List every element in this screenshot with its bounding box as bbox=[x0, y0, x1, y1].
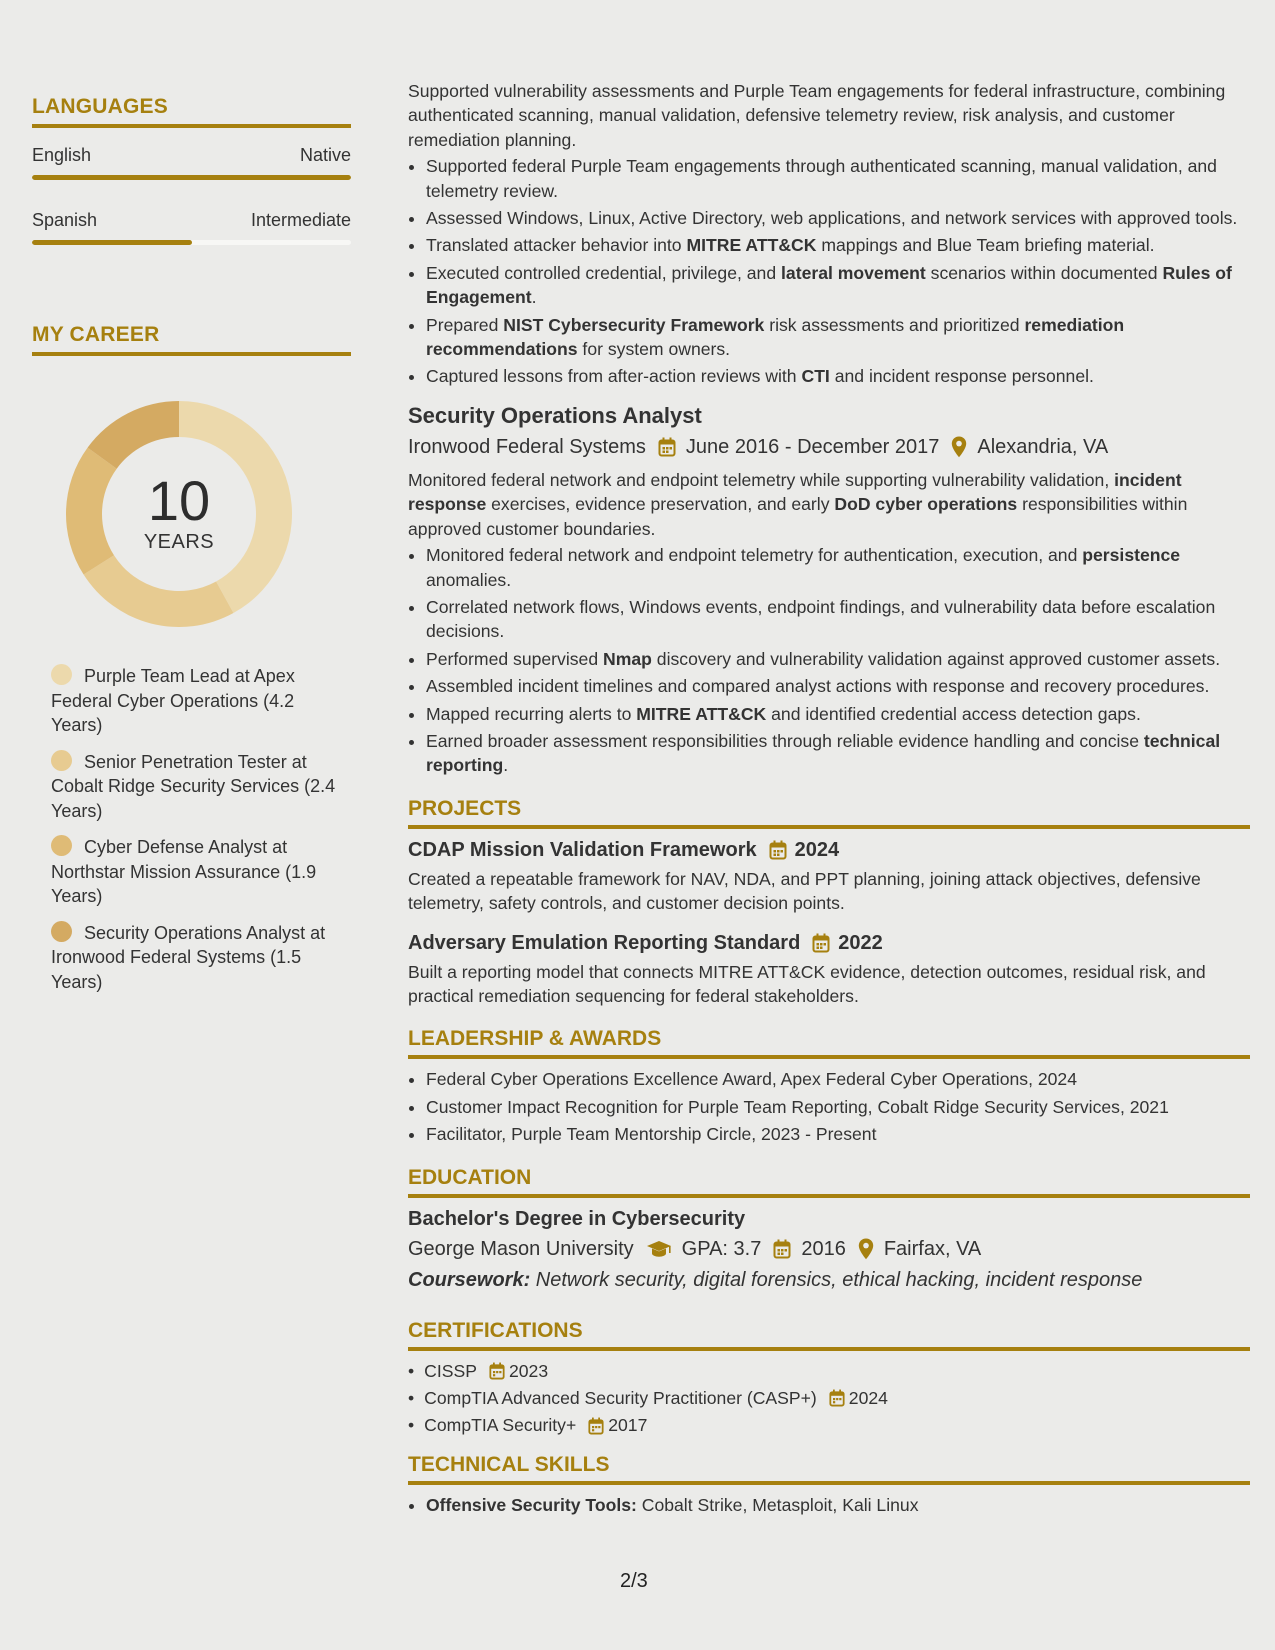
job-location: Alexandria, VA bbox=[977, 435, 1109, 458]
legend-dot-icon bbox=[51, 664, 72, 685]
page-number: 2/3 bbox=[620, 1570, 648, 1592]
coursework-label: Coursework: bbox=[408, 1268, 531, 1291]
graduation-cap-icon bbox=[646, 1240, 672, 1258]
bullet-item: • Prepared NIST Cybersecurity Framework risk assessments and prioritized remediation recommendations for system owners. bbox=[426, 313, 1250, 362]
award-item: • Facilitator, Purple Team Mentorship Circle, 2023 - Present bbox=[426, 1122, 1250, 1146]
calendar-icon bbox=[773, 1239, 791, 1259]
career-legend-item: Senior Penetration Tester at Cobalt Ridge Security Services (2.4 Years) bbox=[51, 751, 336, 821]
legend-dot-icon bbox=[51, 835, 72, 856]
bullet-item: • Executed controlled credential, privilege, and lateral movement scenarios within documented Rules of Engagement. bbox=[426, 261, 1250, 310]
degree-title: Bachelor's Degree in Cybersecurity bbox=[408, 1207, 746, 1230]
calendar-icon bbox=[812, 933, 830, 953]
projects-heading: PROJECTS bbox=[408, 796, 1250, 829]
language-name: English bbox=[32, 145, 92, 165]
calendar-icon bbox=[489, 1362, 505, 1380]
career-legend-item: Purple Team Lead at Apex Federal Cyber Operations (4.2 Years) bbox=[51, 666, 295, 735]
skills-heading: TECHNICAL SKILLS bbox=[408, 1452, 1250, 1485]
job-summary: Monitored federal network and endpoint telemetry while supporting vulnerability validation, incident response exercises, evidence preservation, and early DoD cyber operations responsibilities within approved customer boundaries. bbox=[408, 469, 1188, 539]
calendar-icon bbox=[658, 437, 676, 457]
bullet-item: • Assessed Windows, Linux, Active Directory, web applications, and network services with approved tools. bbox=[426, 206, 1250, 230]
skills-list bbox=[408, 1493, 1250, 1517]
bullet-item: • Performed supervised Nmap discovery and vulnerability validation against approved customer assets. bbox=[426, 647, 1250, 671]
awards-list bbox=[408, 1067, 1250, 1146]
certification-item: • CISSP 2023 bbox=[408, 1359, 1250, 1383]
bullet-item: • Earned broader assessment responsibilities through reliable evidence handling and concise technical reporting. bbox=[426, 729, 1250, 778]
bullet-item: • Correlated network flows, Windows events, endpoint findings, and vulnerability data before escalation decisions. bbox=[426, 595, 1250, 644]
skill-label: Offensive Security Tools: bbox=[426, 1494, 637, 1515]
language-level: Intermediate bbox=[250, 210, 351, 230]
language-item bbox=[32, 210, 351, 245]
calendar-icon bbox=[829, 1389, 845, 1407]
bullet-item: • Assembled incident timelines and compared analyst actions with response and recovery procedures. bbox=[426, 674, 1250, 698]
bullet-item: • Translated attacker behavior into MITRE ATT&CK mappings and Blue Team briefing material. bbox=[426, 233, 1250, 257]
language-level: Native bbox=[299, 145, 351, 165]
certification-item: • CompTIA Security+ 2017 bbox=[408, 1413, 1250, 1437]
prev-job-summary: Supported vulnerability assessments and Purple Team engagements for federal infrastructure, combining authenticated scanning, manual validation, defensive telemetry review, risk analysis, and customer remediation planning. bbox=[408, 81, 1226, 150]
skill-item bbox=[426, 1493, 1250, 1517]
bullet-item: • Captured lessons from after-action reviews with CTI and incident response personnel. bbox=[426, 364, 1250, 388]
education-heading: EDUCATION bbox=[408, 1165, 1250, 1198]
career-legend-item: Cyber Defense Analyst at Northstar Mission Assurance (1.9 Years) bbox=[51, 837, 317, 906]
language-proficiency-bar bbox=[32, 240, 351, 245]
career-heading: MY CAREER bbox=[32, 323, 351, 356]
career-legend-item: Security Operations Analyst at Ironwood Federal Systems (1.5 Years) bbox=[51, 922, 326, 992]
languages-heading: LANGUAGES bbox=[32, 95, 351, 128]
certifications-heading: CERTIFICATIONS bbox=[408, 1318, 1250, 1351]
award-item: • Customer Impact Recognition for Purple Team Reporting, Cobalt Ridge Security Services, 2021 bbox=[426, 1095, 1250, 1119]
language-proficiency-fill bbox=[32, 175, 351, 180]
job-meta bbox=[408, 434, 1250, 460]
career-legend bbox=[51, 664, 341, 994]
language-proficiency-fill bbox=[32, 240, 192, 245]
award-item: • Federal Cyber Operations Excellence Award, Apex Federal Cyber Operations, 2024 bbox=[426, 1067, 1250, 1091]
project-year: 2024 bbox=[794, 838, 840, 861]
bullet-item: • Mapped recurring alerts to MITRE ATT&CK and identified credential access detection gaps. bbox=[426, 702, 1250, 726]
skill-value: Cobalt Strike, Metasploit, Kali Linux bbox=[636, 1494, 919, 1515]
job-bullets bbox=[408, 543, 1250, 778]
graduation-year: 2016 bbox=[801, 1237, 846, 1260]
awards-heading: LEADERSHIP & AWARDS bbox=[408, 1026, 1250, 1059]
location-pin-icon bbox=[951, 436, 967, 458]
bullet-item: • Monitored federal network and endpoint telemetry for authentication, execution, and persistence anomalies. bbox=[426, 543, 1250, 592]
legend-dot-icon bbox=[51, 921, 72, 942]
calendar-icon bbox=[769, 840, 787, 860]
job-company: Ironwood Federal Systems bbox=[408, 435, 646, 458]
career-total-number: 10 bbox=[147, 469, 211, 532]
project-title bbox=[408, 837, 1250, 863]
coursework bbox=[408, 1266, 1250, 1294]
gpa: GPA: 3.7 bbox=[681, 1237, 762, 1260]
career-donut-chart bbox=[66, 401, 292, 627]
education-meta bbox=[408, 1236, 1250, 1262]
certification-item: • CompTIA Advanced Security Practitioner (CASP+) 2024 bbox=[408, 1386, 1250, 1410]
school-name: George Mason University bbox=[408, 1237, 634, 1260]
certifications-list bbox=[408, 1359, 1250, 1438]
language-item bbox=[32, 145, 351, 180]
project-title bbox=[408, 930, 1250, 956]
job-dates: June 2016 - December 2017 bbox=[685, 435, 940, 458]
bullet-item: • Supported federal Purple Team engagements through authenticated scanning, manual validation, and telemetry review. bbox=[426, 154, 1250, 203]
career-total-unit: YEARS bbox=[143, 531, 215, 553]
calendar-icon bbox=[588, 1417, 604, 1435]
project-description: Built a reporting model that connects MITRE ATT&CK evidence, detection outcomes, residual risk, and practical remediation sequencing for federal stakeholders. bbox=[408, 961, 1206, 1006]
legend-dot-icon bbox=[51, 750, 72, 771]
language-name: Spanish bbox=[32, 210, 98, 230]
language-proficiency-bar bbox=[32, 175, 351, 180]
project-year: 2022 bbox=[838, 931, 883, 954]
project-name: Adversary Emulation Reporting Standard bbox=[408, 931, 801, 954]
project-description: Created a repeatable framework for NAV, NDA, and PPT planning, joining attack objectives, defensive telemetry, safety controls, and customer decision points. bbox=[408, 868, 1201, 914]
left-column bbox=[32, 95, 351, 1006]
prev-job-bullets bbox=[408, 154, 1250, 389]
right-column bbox=[408, 79, 1250, 1520]
location-pin-icon bbox=[858, 1238, 874, 1260]
project-name: CDAP Mission Validation Framework bbox=[408, 838, 757, 861]
school-location: Fairfax, VA bbox=[883, 1237, 982, 1260]
job-title: Security Operations Analyst bbox=[408, 402, 702, 428]
coursework-text: Network security, digital forensics, ethical hacking, incident response bbox=[530, 1268, 1143, 1291]
